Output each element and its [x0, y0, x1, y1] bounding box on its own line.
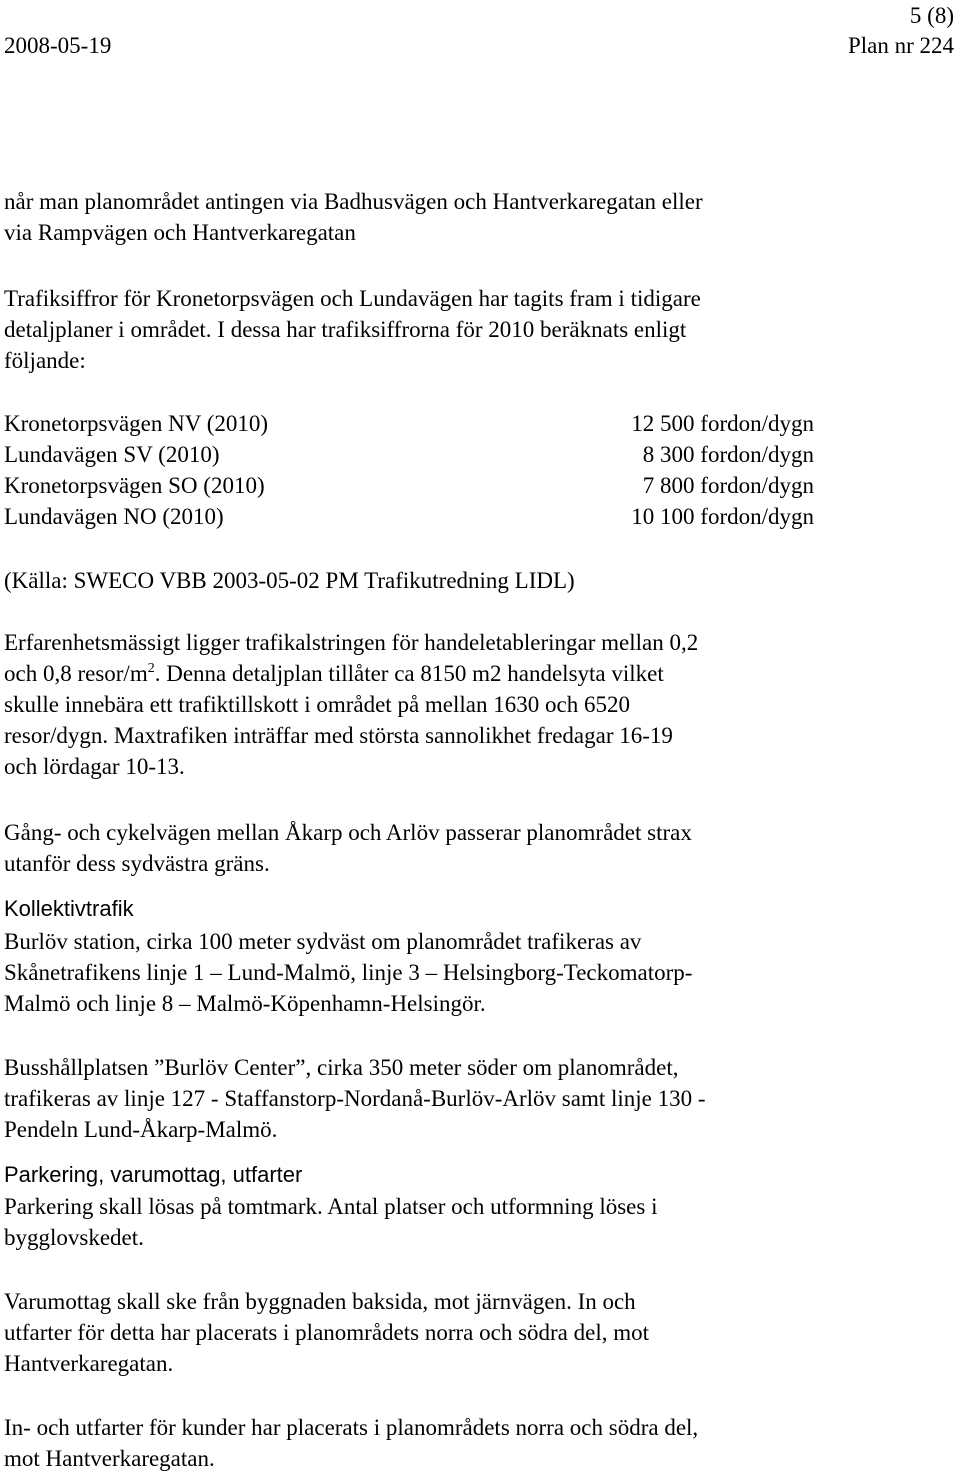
source-line: (Källa: SWECO VBB 2003-05-02 PM Trafikutredning LIDL) [4, 568, 575, 593]
traffic-table [4, 408, 814, 532]
bike-path-line: utanför dess sydvästra gräns. [4, 851, 270, 876]
table-row [4, 501, 814, 532]
experience-line: Erfarenhetsmässigt ligger trafikalstringen för handeletableringar mellan 0,2 [4, 630, 699, 655]
experience-text: och 0,8 resor/m [4, 661, 148, 686]
parkering-line: Parkering skall lösas på tomtmark. Antal platser och utformning löses i [4, 1194, 658, 1219]
parkering-line: mot Hantverkaregatan. [4, 1446, 215, 1471]
intro-paragraph [4, 186, 954, 248]
traffic-intro-line: detaljplaner i området. I dessa har trafiksiffrorna för 2010 beräknats enligt [4, 317, 687, 342]
bike-path-line: Gång- och cykelvägen mellan Åkarp och Arlöv passerar planområdet strax [4, 820, 692, 845]
road-name: Lundavägen NO (2010) [4, 504, 224, 529]
table-row [4, 439, 814, 470]
table-row [4, 408, 814, 439]
parkering-line: Hantverkaregatan. [4, 1351, 174, 1376]
section-heading-kollektivtrafik: Kollektivtrafik [4, 896, 134, 921]
parkering-paragraph-1 [4, 1191, 954, 1253]
kollektivtrafik-paragraph-2 [4, 1052, 954, 1145]
parkering-paragraph-2 [4, 1286, 954, 1379]
road-name: Kronetorpsvägen NV (2010) [4, 411, 269, 436]
experience-line: skulle innebära ett trafiktillskott i området på mellan 1630 och 6520 [4, 692, 630, 717]
experience-line: och lördagar 10-13. [4, 754, 185, 779]
kollektivtrafik-line: Pendeln Lund-Åkarp-Malmö. [4, 1117, 278, 1142]
experience-text: . Denna detaljplan tillåter ca 8150 m2 handelsyta vilket [154, 661, 664, 686]
traffic-value: 12 500 fordon/dygn [631, 411, 814, 436]
parkering-paragraph-3 [4, 1412, 954, 1474]
traffic-intro-line: följande: [4, 348, 86, 373]
section-heading-parkering: Parkering, varumottag, utfarter [4, 1162, 303, 1187]
bike-path-paragraph [4, 817, 954, 879]
road-name: Lundavägen SV (2010) [4, 442, 220, 467]
experience-line: resor/dygn. Maxtrafiken inträffar med största sannolikhet fredagar 16-19 [4, 723, 673, 748]
parkering-line: In- och utfarter för kunder har placerats i planområdets norra och södra del, [4, 1415, 699, 1440]
experience-paragraph [4, 627, 954, 782]
road-name: Kronetorpsvägen SO (2010) [4, 473, 265, 498]
intro-line: via Rampvägen och Hantverkaregatan [4, 220, 356, 245]
kollektivtrafik-line: Skånetrafikens linje 1 – Lund-Malmö, linje 3 – Helsingborg-Teckomatorp- [4, 960, 693, 985]
experience-line [4, 658, 954, 689]
superscript: 2 [147, 661, 155, 676]
traffic-value: 10 100 fordon/dygn [631, 504, 814, 529]
intro-line: når man planområdet antingen via Badhusvägen och Hantverkaregatan eller [4, 189, 703, 214]
header-date: 2008-05-19 [4, 33, 112, 58]
traffic-intro-paragraph [4, 283, 954, 376]
traffic-intro-line: Trafiksiffror för Kronetorpsvägen och Lundavägen har tagits fram i tidigare [4, 286, 701, 311]
traffic-value: 7 800 fordon/dygn [642, 473, 814, 498]
page-number: 5 (8) [909, 3, 954, 28]
parkering-line: utfarter för detta har placerats i planområdets norra och södra del, mot [4, 1320, 650, 1345]
parkering-line: Varumottag skall ske från byggnaden baksida, mot järnvägen. In och [4, 1289, 636, 1314]
kollektivtrafik-line: Malmö och linje 8 – Malmö-Köpenhamn-Helsingör. [4, 991, 486, 1016]
parkering-line: bygglovskedet. [4, 1225, 144, 1250]
kollektivtrafik-line: Burlöv station, cirka 100 meter sydväst om planområdet trafikeras av [4, 929, 642, 954]
table-row [4, 470, 814, 501]
kollektivtrafik-paragraph-1 [4, 926, 954, 1019]
source-citation [4, 565, 954, 596]
kollektivtrafik-line: Busshållplatsen ”Burlöv Center”, cirka 350 meter söder om planområdet, [4, 1055, 679, 1080]
kollektivtrafik-line: trafikeras av linje 127 - Staffanstorp-Nordanå-Burlöv-Arlöv samt linje 130 - [4, 1086, 706, 1111]
header-plan-number: Plan nr 224 [847, 33, 954, 58]
traffic-value: 8 300 fordon/dygn [642, 442, 814, 467]
